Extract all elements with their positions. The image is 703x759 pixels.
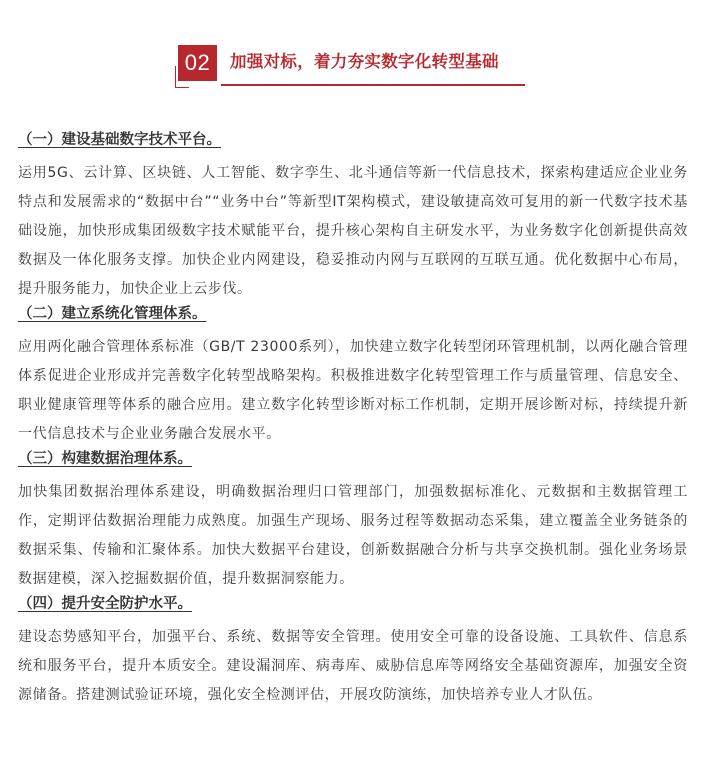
header-corner-bracket-vertical <box>175 66 176 88</box>
subsection-2 <box>18 304 688 449</box>
subsection-paragraph: 加快集团数据治理体系建设，明确数据治理归口管理部门，加强数据标准化、元数据和主数据管理工作，定期评估数据治理能力成熟度。加强生产现场、服务过程等数据动态采集，建立覆盖全业务链条的数据采集、传输和汇聚体系。加快大数据平台建设，创新数据融合分析与共享交换机制。强化业务场景数据建模，深入挖掘数据价值，提升数据洞察能力。 <box>18 484 688 587</box>
header-corner-bracket-horizontal <box>175 87 189 88</box>
subsection-3 <box>18 449 688 594</box>
subsection-paragraph: 应用两化融合管理体系标准（GB/T 23000系列），加快建立数字化转型闭环管理机制，以两化融合管理体系促进企业形成并完善数字化转型战略架构。积极推进数字化转型管理工作与质量管理、信息安全、职业健康管理等体系的融合应用。建立数字化转型诊断对标工作机制，定期开展诊断对标，持续提升新一代信息技术与企业业务融合发展水平。 <box>18 339 688 442</box>
section-title: 加强对标，着力夯实数字化转型基础 <box>230 52 499 71</box>
section-number-badge: 02 <box>178 45 217 81</box>
subsection-paragraph: 建设态势感知平台，加强平台、系统、数据等安全管理。使用安全可靠的设备设施、工具软件、信息系统和服务平台，提升本质安全。建设漏洞库、病毒库、威胁信息库等网络安全基础资源库，加强安全资源储备。搭建测试验证环境，强化安全检测评估，开展攻防演练，加快培养专业人才队伍。 <box>18 629 688 703</box>
subsection-paragraph: 运用5G、云计算、区块链、人工智能、数字孪生、北斗通信等新一代信息技术，探索构建适应企业业务特点和发展需求的“数据中台”“业务中台”等新型IT架构模式，建设敏捷高效可复用的新一代数字技术基础设施，加快形成集团级数字技术赋能平台，提升核心架构自主研发水平，为业务数字化创新提供高效数据及一体化服务支撑。加快企业内网建设，稳妥推动内网与互联网的互联互通。优化数据中心布局，提升服务能力，加快企业上云步伐。 <box>18 165 688 297</box>
subsection-4 <box>18 594 688 710</box>
subsection-heading: （一）建设基础数字技术平台。 <box>18 132 221 148</box>
subsection-heading: （四）提升安全防护水平。 <box>18 596 192 612</box>
subsection-1 <box>18 130 688 304</box>
subsection-heading: （二）建立系统化管理体系。 <box>18 306 207 322</box>
section-header <box>175 42 527 92</box>
subsection-heading: （三）构建数据治理体系。 <box>18 451 192 467</box>
article-content <box>18 130 688 710</box>
header-underline-rule <box>221 84 525 86</box>
